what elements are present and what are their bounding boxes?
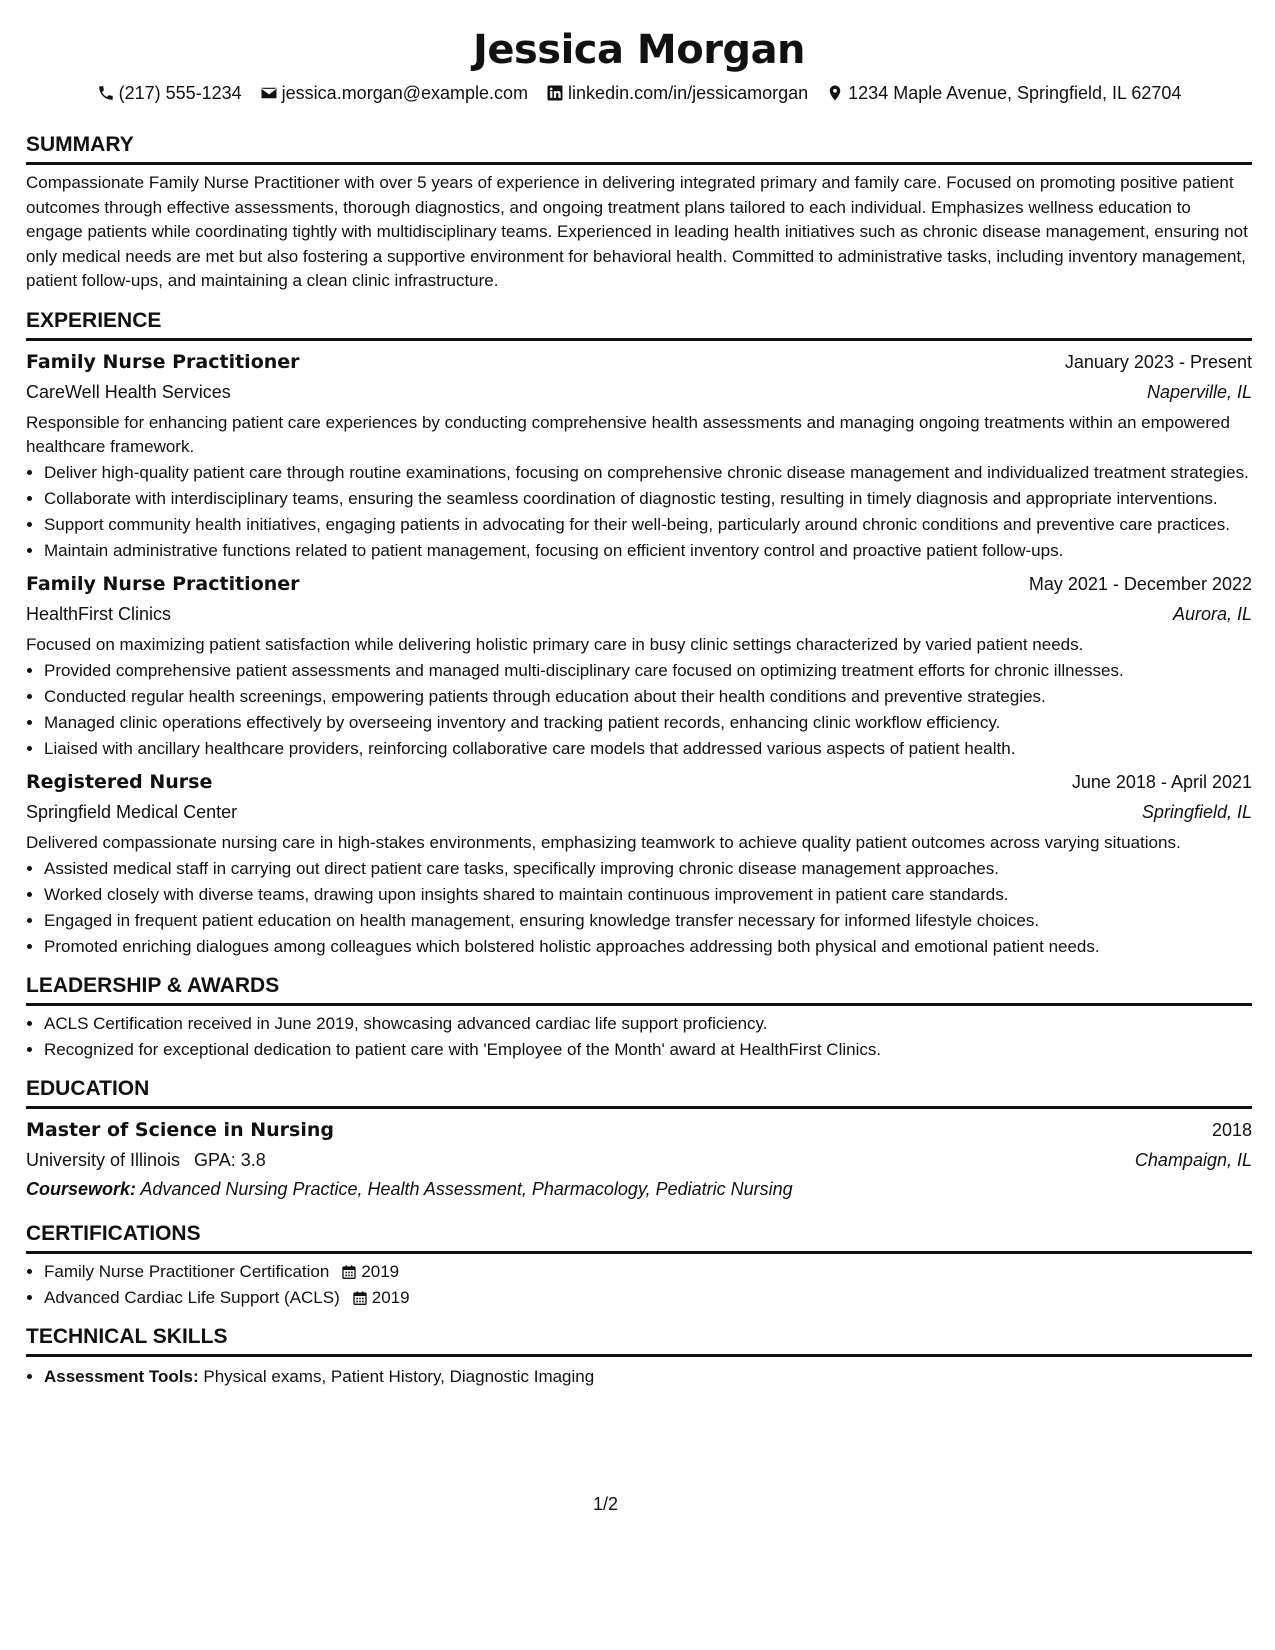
- leadership-list: [26, 1012, 1252, 1062]
- job-bullet: • Maintain administrative functions related to patient management, focusing on efficient inventory control and proactive patient follow-ups.: [44, 539, 1252, 563]
- job-title: Family Nurse Practitioner: [26, 572, 300, 595]
- job-bullet: • Conducted regular health screenings, empowering patients through education about their health conditions and preventive strategies.: [44, 685, 1252, 709]
- education-coursework: [26, 1175, 1252, 1203]
- job-bullet: • Engaged in frequent patient education on health management, ensuring knowledge transfer necessary for informed lifestyle choices.: [44, 909, 1252, 933]
- skill-label: Assessment Tools:: [44, 1366, 199, 1386]
- education-degree: Master of Science in Nursing: [26, 1118, 334, 1141]
- job-location: Aurora, IL: [1172, 603, 1252, 624]
- certifications-list: [26, 1260, 1252, 1310]
- resume-page: [26, 0, 1252, 1389]
- linkedin-text: linkedin.com/in/jessicamorgan: [568, 83, 809, 103]
- section-title-leadership: LEADERSHIP & AWARDS: [26, 973, 1252, 1006]
- leadership-item: • Recognized for exceptional dedication to patient care with 'Employee of the Month' award at HealthFirst Clinics.: [44, 1038, 1252, 1062]
- phone-icon: [97, 84, 115, 102]
- calendar-icon: [341, 1264, 357, 1280]
- job-bullet: • Worked closely with diverse teams, drawing upon insights shared to maintain continuous improvement in patient care standards.: [44, 883, 1252, 907]
- job-bullets: [26, 659, 1252, 761]
- education-year: 2018: [1211, 1119, 1252, 1140]
- page-number: 1/2: [593, 1494, 619, 1514]
- certification-item: [44, 1260, 1252, 1284]
- education-entry: [26, 1115, 1252, 1203]
- job-location: Naperville, IL: [1146, 381, 1252, 402]
- certification-name: • Advanced Cardiac Life Support (ACLS): [44, 1287, 340, 1307]
- job-entry: [26, 767, 1252, 959]
- skills-list: [26, 1365, 1252, 1389]
- job-bullet: • Deliver high-quality patient care through routine examinations, focusing on comprehensive chronic disease management and individualized treatment strategies.: [44, 461, 1252, 485]
- job-bullets: [26, 461, 1252, 563]
- job-bullet: • Collaborate with interdisciplinary teams, ensuring the seamless coordination of diagnostic testing, resulting in timely diagnosis and appropriate interventions.: [44, 487, 1252, 511]
- contact-email[interactable]: [260, 82, 528, 104]
- certification-name: • Family Nurse Practitioner Certification: [44, 1261, 330, 1281]
- education-school: University of Illinois: [26, 1149, 181, 1170]
- map-pin-icon: [826, 84, 844, 102]
- calendar-icon: [352, 1290, 368, 1306]
- job-entry: [26, 347, 1252, 563]
- job-description: Responsible for enhancing patient care experiences by conducting comprehensive health assessments and managing ongoing treatments within an empowered healthcare framework.: [26, 412, 1230, 456]
- job-title: Family Nurse Practitioner: [26, 350, 300, 373]
- job-bullet: • Provided comprehensive patient assessments and managed multi-disciplinary care focused on optimizing treatment efforts for chronic illnesses.: [44, 659, 1252, 683]
- job-dates: January 2023 - Present: [1064, 351, 1252, 372]
- job-bullets: [26, 857, 1252, 959]
- certification-year: 2019: [371, 1287, 410, 1307]
- summary-text: Compassionate Family Nurse Practitioner with over 5 years of experience in delivering integrated primary and family care. Focused on promoting positive patient outcomes through effective assessments, thorough diagnostics, and ongoing treatment plans tailored to each individual. Emphasizes wellness education to engage patients while coordinating tightly with multidisciplinary teams. Experienced in leading health initiatives such as chronic disease management, ensuring not only medical needs are met but also fostering a supportive environment for behavioral health. Committed to administrative tasks, including inventory management, patient follow-ups, and maintaining a clean clinic infrastructure.: [26, 173, 1248, 290]
- job-description: Focused on maximizing patient satisfaction while delivering holistic primary care in busy clinic settings characterized by varied patient needs.: [26, 634, 1084, 654]
- job-company: Springfield Medical Center: [26, 801, 238, 822]
- email-text: jessica.morgan@example.com: [281, 83, 529, 103]
- job-entry: [26, 569, 1252, 761]
- job-bullet: • Assisted medical staff in carrying out direct patient care tasks, specifically improving chronic disease management approaches.: [44, 857, 1252, 881]
- job-dates: June 2018 - April 2021: [1071, 771, 1252, 792]
- certification-year: 2019: [361, 1261, 400, 1281]
- section-title-summary: SUMMARY: [26, 132, 1252, 165]
- job-bullet: • Managed clinic operations effectively by overseeing inventory and tracking patient records, enhancing clinic workflow efficiency.: [44, 711, 1252, 735]
- job-company: CareWell Health Services: [26, 381, 231, 402]
- education-location: Champaign, IL: [1134, 1149, 1252, 1170]
- phone-text: (217) 555-1234: [118, 83, 242, 103]
- skill-item: [44, 1365, 1252, 1389]
- job-location: Springfield, IL: [1141, 801, 1252, 822]
- envelope-icon: [260, 84, 278, 102]
- section-title-experience: EXPERIENCE: [26, 308, 1252, 341]
- job-company: HealthFirst Clinics: [26, 603, 172, 624]
- job-bullet: • Promoted enriching dialogues among colleagues which bolstered holistic approaches addressing both physical and emotional patient needs.: [44, 935, 1252, 959]
- address-text: 1234 Maple Avenue, Springfield, IL 62704: [848, 83, 1182, 103]
- contact-bar: [26, 82, 1252, 104]
- job-bullet: • Support community health initiatives, engaging patients in advocating for their well-being, particularly around chronic conditions and preventive care practices.: [44, 513, 1252, 537]
- education-school-line: [26, 1145, 266, 1175]
- job-title: Registered Nurse: [26, 770, 213, 793]
- coursework-label: Coursework:: [26, 1178, 137, 1199]
- job-bullet: • Liaised with ancillary healthcare providers, reinforcing collaborative care models that addressed various aspects of patient health.: [44, 737, 1252, 761]
- job-dates: May 2021 - December 2022: [1028, 573, 1252, 594]
- section-title-skills: TECHNICAL SKILLS: [26, 1324, 1252, 1357]
- section-title-certifications: CERTIFICATIONS: [26, 1221, 1252, 1254]
- candidate-name: Jessica Morgan: [472, 27, 806, 73]
- contact-address: [826, 82, 1181, 104]
- section-title-education: EDUCATION: [26, 1076, 1252, 1109]
- certification-item: [44, 1286, 1252, 1310]
- linkedin-icon: [546, 84, 564, 102]
- leadership-item: • ACLS Certification received in June 2019, showcasing advanced cardiac life support proficiency.: [44, 1012, 1252, 1036]
- contact-linkedin[interactable]: [546, 82, 808, 104]
- education-gpa: GPA: 3.8: [194, 1149, 266, 1170]
- job-description: Delivered compassionate nursing care in high-stakes environments, emphasizing teamwork to achieve quality patient outcomes across varying situations.: [26, 832, 1181, 852]
- skill-value: Physical exams, Patient History, Diagnostic Imaging: [203, 1366, 595, 1386]
- coursework-text: Advanced Nursing Practice, Health Assessment, Pharmacology, Pediatric Nursing: [140, 1178, 793, 1199]
- contact-phone[interactable]: [97, 82, 242, 104]
